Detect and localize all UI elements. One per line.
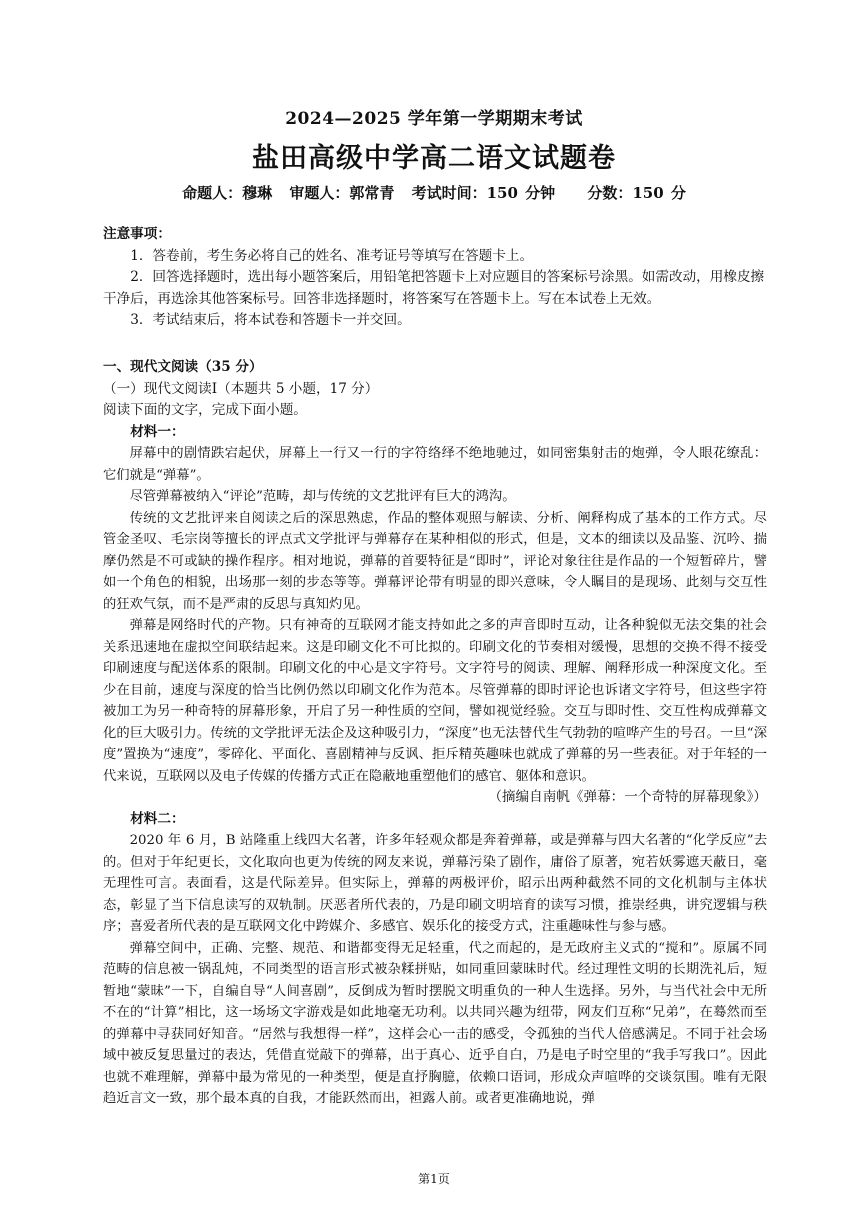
exam-name: 2024—2025 学年第一学期期末考试 (285, 109, 583, 129)
material1-paragraph: 屏幕中的剧情跌宕起伏，屏幕上一行又一行的字符络绎不绝地驰过，如同密集射击的炮弹，令人眼花缭乱：它们就是“弹幕”。 (103, 446, 767, 483)
notice-block (103, 224, 767, 332)
reading-section (103, 357, 767, 1110)
notice-item: 2．回答选择题时，选出每小题答案后，用铅笔把答题卡上对应题目的答案标号涂黑。如需改动，用橡皮擦干净后，再选涂其他答案标号。回答非选择题时，将答案写在答题卡上。写在本试卷上无效。 (103, 269, 765, 307)
exam-score: 分数：150 分 (587, 184, 686, 202)
material1-paragraph: 传统的文艺批评来自阅读之后的深思熟虑，作品的整体观照与解读、分析、阐释构成了基本的工作方式。尽管金圣叹、毛宗岗等擅长的评点式文学批评与弹幕存在某种相似的形式，但是，文本的细读以及品鉴、沉吟、揣摩仍然是不可或缺的操作程序。相对地说，弹幕的首要特征是“即时”，评论对象往往是作品的一个短暂碎片，譬如一个角色的相貌，出场那一刻的步态等等。弹幕评论带有明显的即兴意味，令人瞩目的是现场、此刻与交互性的狂欢气氛，而不是严肃的反思与真知灼见。 (103, 510, 767, 612)
material1-paragraph: 尽管弹幕被纳入“评论”范畴，却与传统的文艺批评有巨大的鸿沟。 (129, 489, 516, 504)
material1-source: （摘编自南帆《弹幕：一个奇特的屏幕现象》） (488, 789, 767, 805)
notice-item: 3．考试结束后，将本试卷和答题卡一并交回。 (130, 312, 411, 328)
exam-time: 考试时间：150 分钟 (411, 184, 556, 202)
page-title: 盐田高级中学高二语文试题卷 (252, 143, 616, 174)
notice-heading: 注意事项： (103, 226, 171, 242)
material2-paragraph: 弹幕空间中，正确、完整、规范、和谐都变得无足轻重，代之而起的，是无政府主义式的“搅和”。原属不同范畴的信息被一锅乱炖，不同类型的语言形式被杂糅拼贴，如同重回蒙昧时代。经过理性文明的长期洗礼后，短暂地“蒙昧”一下，自编自导“人间喜剧”，反倒成为暂时摆脱文明重负的一种人生选择。另外，与当代社会中无所不在的“计算”相比，这一场场文字游戏是如此地毫无功利。以共同兴趣为纽带，网友们互称“兄弟”，在蓦然而至的弹幕中寻获同好知音。“居然与我想得一样”，这样会心一击的感受，令孤独的当代人倍感满足。不同于社会场域中被反复思量过的表达，凭借直觉敲下的弹幕，出于真心、近乎自白，乃是电子时空里的“我手写我口”。因此也就不难理解，弹幕中最为常见的一种类型，便是直抒胸臆，依赖口语词，形成众声喧哗的交谈氛围。唯有无限趋近言文一致，那个最本真的自我，才能跃然而出，袒露人前。或者更准确地说，弹 (103, 940, 767, 1106)
section-title: 一、现代文阅读（35 分） (103, 359, 263, 375)
material2-paragraph: 2020 年 6 月，B 站隆重上线四大名著，许多年轻观众都是奔着弹幕，或是弹幕与四大名著的“化学反应”去的。但对于年纪更长，文化取向也更为传统的网友来说，弹幕污染了剧作，庸俗了原著，宛若妖雾遮天蔽日，毫无理性可言。表面看，这是代际差异。但实际上，弹幕的两极评价，昭示出两种截然不同的文化机制与主体状态，彰显了当下信息读写的双轨制。厌恶者所代表的，乃是印刷文明培育的读写习惯，推崇经典，讲究逻辑与秩序；喜爱者所代表的是互联网文化中跨媒介、多感官、娱乐化的接受方式，注重趣味性与参与感。 (103, 833, 767, 934)
material2-label: 材料二： (130, 810, 185, 827)
material1-paragraph: 弹幕是网络时代的产物。只有神奇的互联网才能支持如此之多的声音即时互动，让各种貌似无法交集的社会关系迅速地在虚拟空间联结起来。这是印刷文化不可比拟的。印刷文化的节奏相对缓慢，思想的交换不得不接受印刷速度与配送体系的限制。印刷文化的中心是文字符号。文字符号的阅读、理解、阐释形成一种深度文化。至少在目前，速度与深度的恰当比例仍然以印刷文化作为范本。尽管弹幕的即时评论也诉诸文字符号，但这些字符被加工为另一种奇特的屏幕形象，开启了另一种性质的空间，譬如视觉经验。交互与即时性、交互性构成弹幕文化的巨大吸引力。传统的文学批评无法企及这种吸引力，“深度”也无法替代生气勃勃的喧哗产生的号召。一旦“深度”置换为“速度”，零碎化、平面化、喜剧精神与反讽、拒斥精英趣味也就成了弹幕的另一些表征。对于年轻的一代来说，互联网以及电子传媒的传播方式正在隐蔽地重塑他们的感官、躯体和意识。 (103, 618, 767, 784)
section-instruction: 阅读下面的文字，完成下面小题。 (103, 402, 307, 418)
section-subtitle: （一）现代文阅读Ⅰ（本题共 5 小题，17 分） (103, 380, 379, 397)
proposer: 命题人：穆琳 (182, 184, 273, 202)
exam-meta (0, 182, 868, 203)
material1-label: 材料一： (130, 423, 185, 440)
notice-item: 1．答卷前，考生务必将自己的姓名、准考证号等填写在答题卡上。 (130, 247, 534, 264)
page-number: 第1页 (418, 1172, 450, 1186)
reviewer: 审题人：郭常青 (289, 184, 395, 202)
